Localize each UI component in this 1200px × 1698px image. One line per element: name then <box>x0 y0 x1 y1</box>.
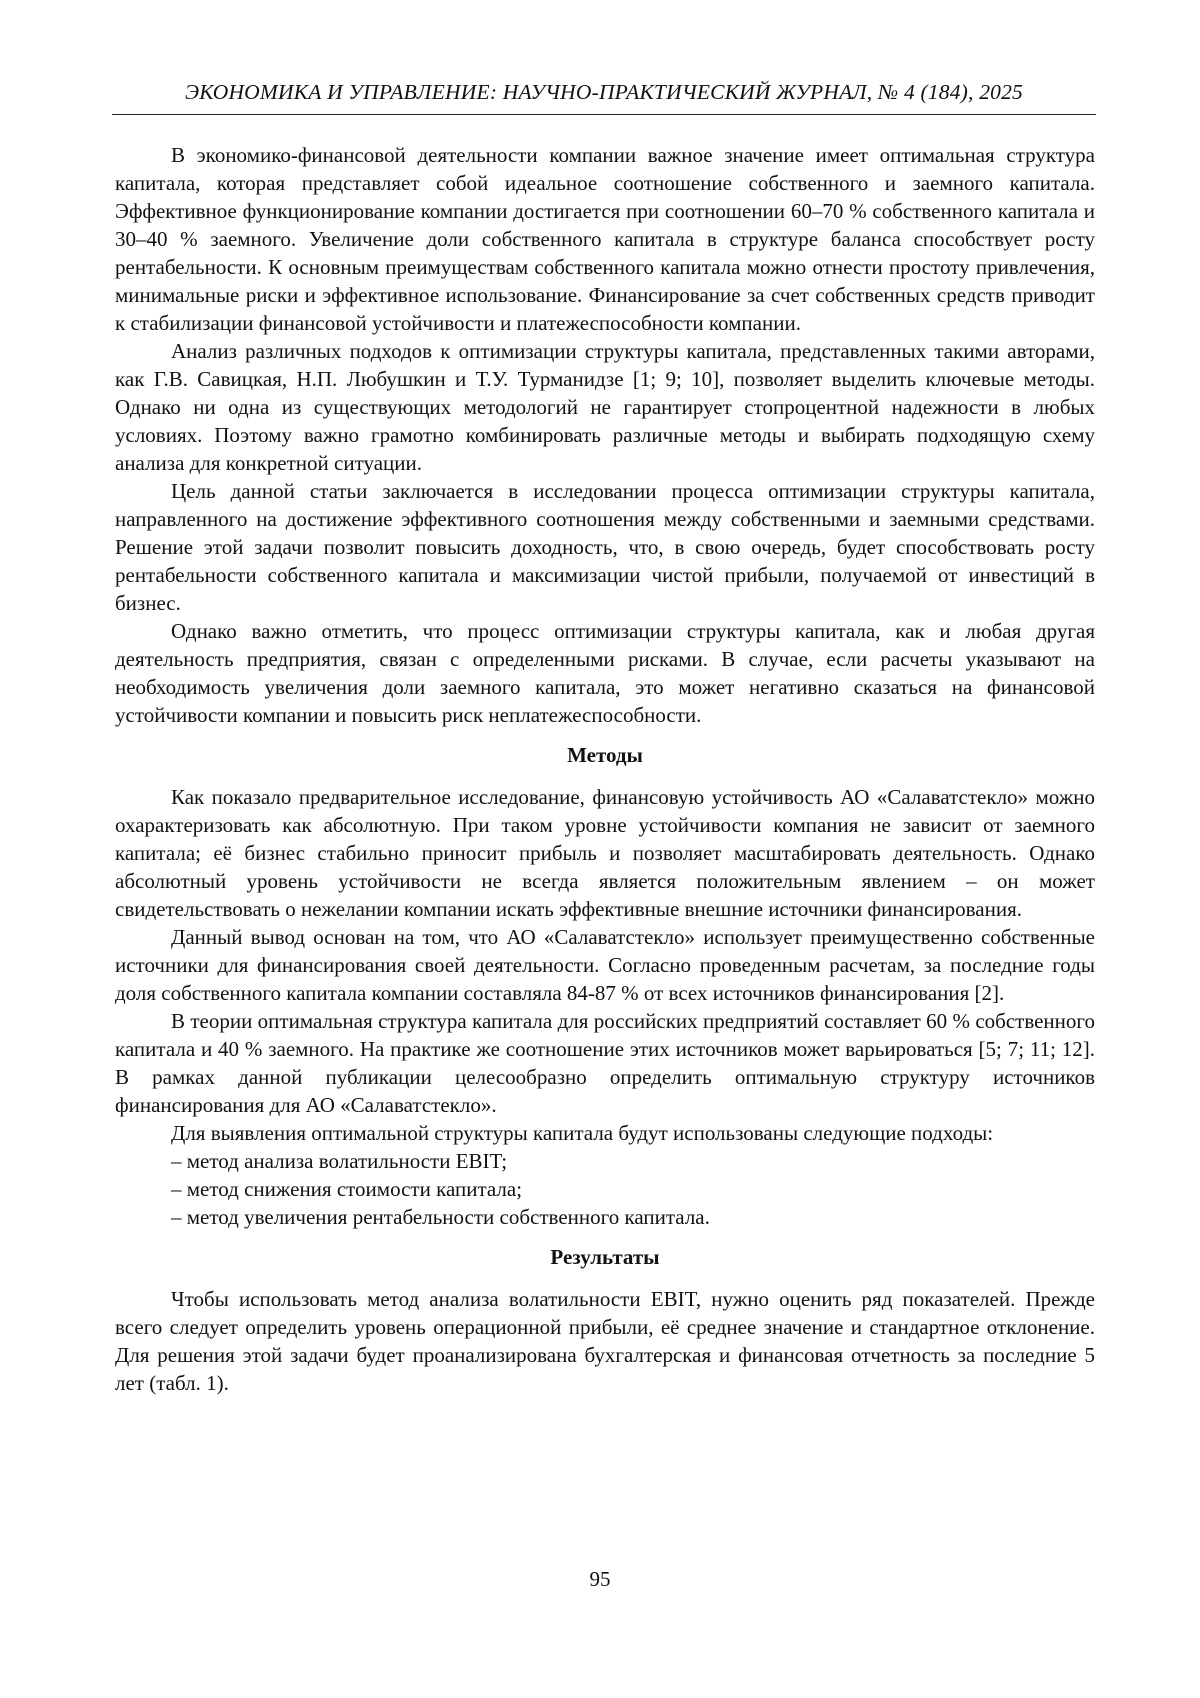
page-number: 95 <box>0 1565 1200 1593</box>
methods-paragraph-3: В теории оптимальная структура капитала для российских предприятий составляет 60 % собственного капитала и 40 % заемного. На практике же соотношение этих источников может варьироваться [5; 7; 11; 12]. В рамках данной публикации целесообразно определить оптимальную структуру источников финансирования для АО «Салаватстекло». <box>115 1007 1095 1119</box>
methods-list <box>115 1147 1095 1231</box>
methods-heading: Методы <box>115 741 1095 769</box>
intro-paragraph-1: В экономико-финансовой деятельности компании важное значение имеет оптимальная структура капитала, которая представляет собой идеальное соотношение собственного и заемного капитала. Эффективное функционирование компании достигается при соотношении 60–70 % собственного капитала и 30–40 % заемного. Увеличение доли собственного капитала в структуре баланса способствует росту рентабельности. К основным преимуществам собственного капитала можно отнести простоту привлечения, минимальные риски и эффективное использование. Финансирование за счет собственных средств приводит к стабилизации финансовой устойчивости и платежеспособности компании. <box>115 141 1095 337</box>
list-item: – метод анализа волатильности EBIT; <box>115 1147 1095 1175</box>
intro-paragraph-2: Анализ различных подходов к оптимизации структуры капитала, представленных такими авторами, как Г.В. Савицкая, Н.П. Любушкин и Т.У. Турманидзе [1; 9; 10], позволяет выделить ключевые методы. Однако ни одна из существующих методологий не гарантирует стопроцентной надежности в любых условиях. Поэтому важно грамотно комбинировать различные методы и выбирать подходящую схему анализа для конкретной ситуации. <box>115 337 1095 477</box>
intro-paragraph-4: Однако важно отметить, что процесс оптимизации структуры капитала, как и любая другая деятельность предприятия, связан с определенными рисками. В случае, если расчеты указывают на необходимость увеличения доли заемного капитала, это может негативно сказаться на финансовой устойчивости компании и повысить риск неплатежеспособности. <box>115 617 1095 729</box>
methods-paragraph-4: Для выявления оптимальной структуры капитала будут использованы следующие подходы: <box>115 1119 1095 1147</box>
list-item: – метод снижения стоимости капитала; <box>115 1175 1095 1203</box>
results-paragraph-1: Чтобы использовать метод анализа волатильности EBIT, нужно оценить ряд показателей. Прежде всего следует определить уровень операционной прибыли, её среднее значение и стандартное отклонение. Для решения этой задачи будет проанализирована бухгалтерская и финансовая отчетность за последние 5 лет (табл. 1). <box>115 1285 1095 1397</box>
header-rule <box>112 114 1096 115</box>
intro-paragraph-3: Цель данной статьи заключается в исследовании процесса оптимизации структуры капитала, направленного на достижение эффективного соотношения между собственными и заемными средствами. Решение этой задачи позволит повысить доходность, что, в свою очередь, будет способствовать росту рентабельности собственного капитала и максимизации чистой прибыли, получаемой от инвестиций в бизнес. <box>115 477 1095 617</box>
methods-paragraph-2: Данный вывод основан на том, что АО «Салаватстекло» использует преимущественно собственные источники для финансирования своей деятельности. Согласно проведенным расчетам, за последние годы доля собственного капитала компании составляла 84-87 % от всех источников финансирования [2]. <box>115 923 1095 1007</box>
results-heading: Результаты <box>115 1243 1095 1271</box>
journal-page <box>0 0 1200 1698</box>
methods-paragraph-1: Как показало предварительное исследование, финансовую устойчивость АО «Салаватстекло» можно охарактеризовать как абсолютную. При таком уровне устойчивости компания не зависит от заемного капитала; её бизнес стабильно приносит прибыль и позволяет масштабировать деятельность. Однако абсолютный уровень устойчивости не всегда является положительным явлением – он может свидетельствовать о нежелании компании искать эффективные внешние источники финансирования. <box>115 783 1095 923</box>
running-head: ЭКОНОМИКА И УПРАВЛЕНИЕ: НАУЧНО-ПРАКТИЧЕСКИЙ ЖУРНАЛ, № 4 (184), 2025 <box>112 82 1096 104</box>
article-body <box>115 141 1095 1397</box>
list-item: – метод увеличения рентабельности собственного капитала. <box>115 1203 1095 1231</box>
